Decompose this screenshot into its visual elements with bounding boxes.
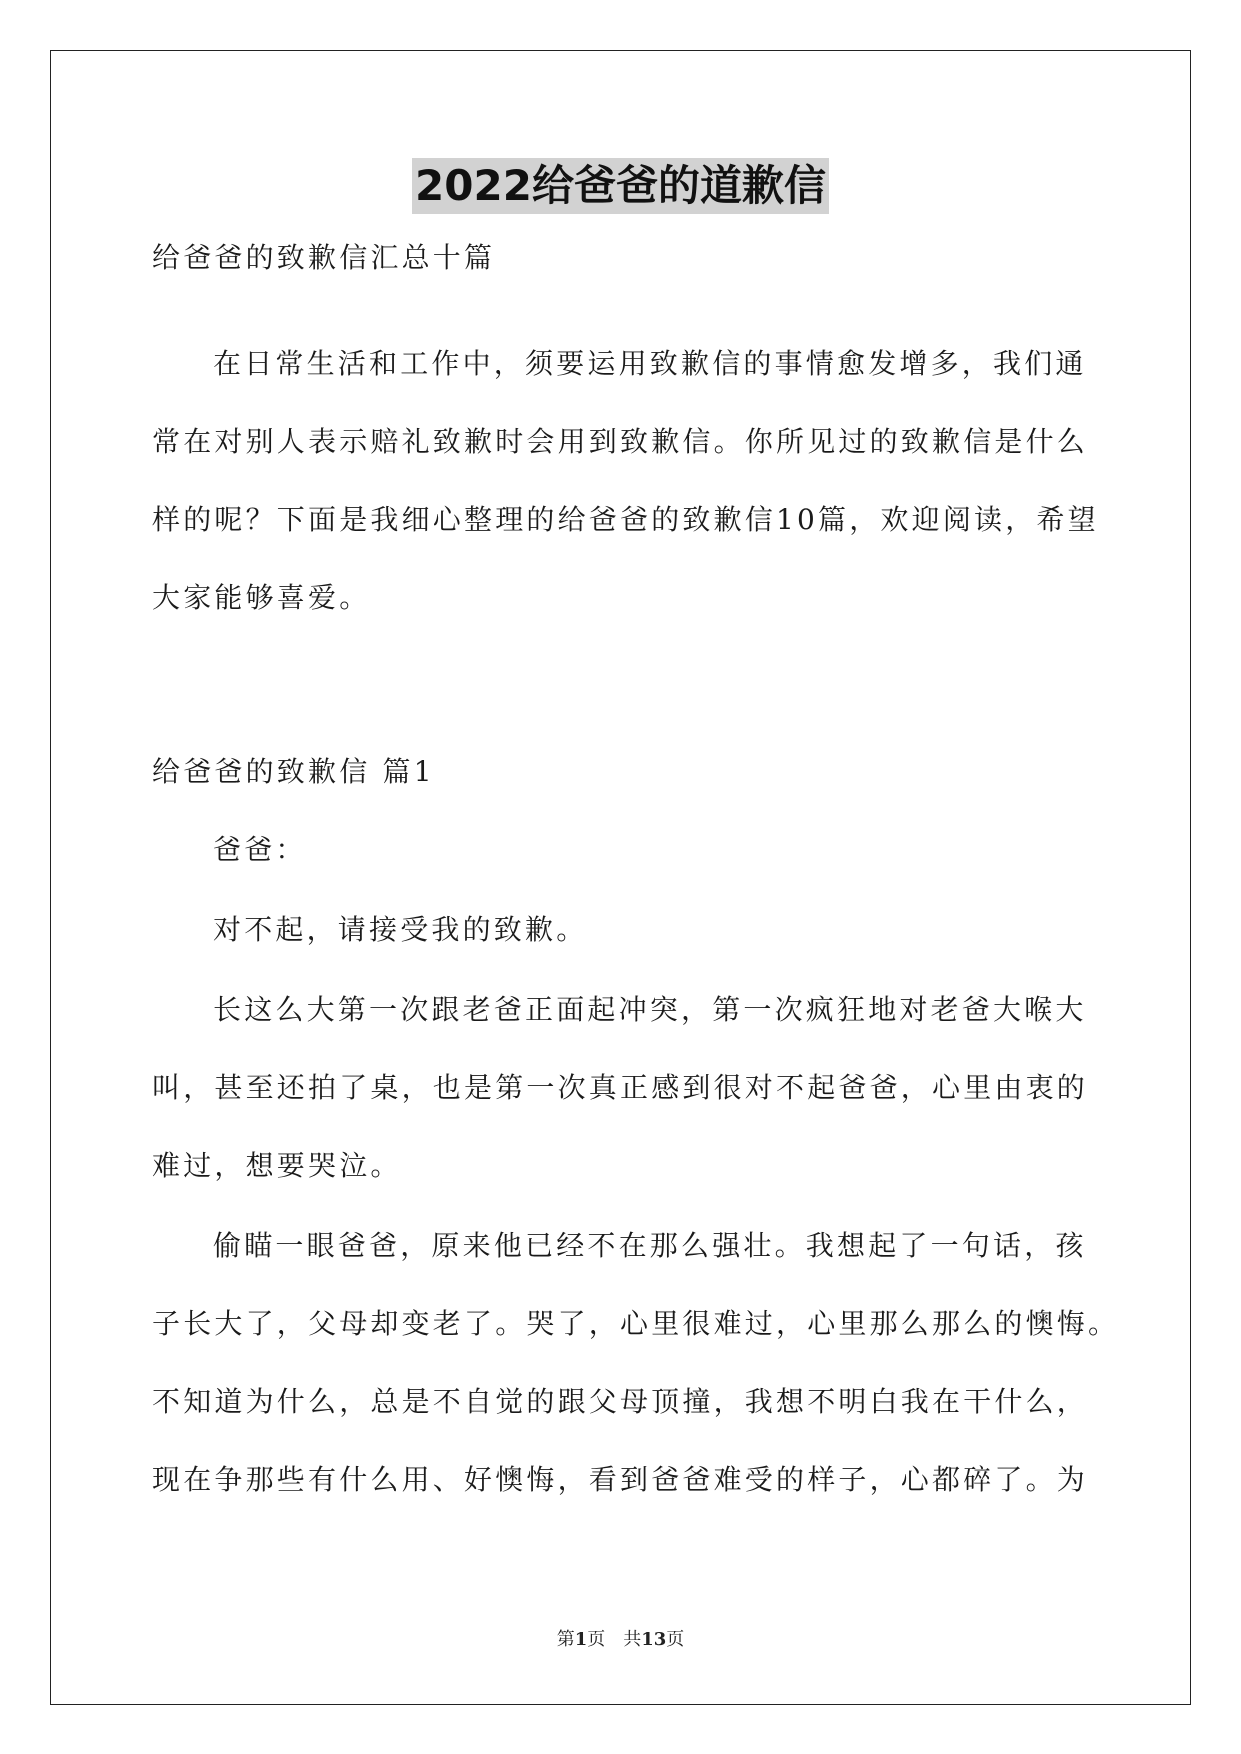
footer-prefix: 第 <box>556 1629 575 1650</box>
footer-mid: 页 共 <box>587 1629 642 1650</box>
footer-suffix: 页 <box>666 1629 685 1650</box>
intro-line-2: 常在对别人表示赔礼致歉时会用到致歉信。你所见过的致歉信是什么 <box>152 425 1089 458</box>
intro-line-1: 在日常生活和工作中，须要运用致歉信的事情愈发增多，我们通 <box>213 347 1087 380</box>
body-line-2: 长这么大第一次跟老爸正面起冲突，第一次疯狂地对老爸大喉大 <box>213 993 1087 1026</box>
title-container <box>0 158 1241 214</box>
page-footer <box>0 1628 1241 1652</box>
section-heading: 给爸爸的致歉信 篇1 <box>152 755 435 788</box>
body-line-1: 对不起，请接受我的致歉。 <box>213 913 588 946</box>
body-line-6: 子长大了，父母却变老了。哭了，心里很难过，心里那么那么的懊悔。 <box>152 1307 1120 1340</box>
body-line-3: 叫，甚至还拍了桌，也是第一次真正感到很对不起爸爸，心里由衷的 <box>152 1071 1089 1104</box>
page-border <box>50 50 1191 1705</box>
body-line-7: 不知道为什么，总是不自觉的跟父母顶撞，我想不明白我在干什么， <box>152 1385 1089 1418</box>
footer-total-pages: 13 <box>641 1629 667 1650</box>
subtitle: 给爸爸的致歉信汇总十篇 <box>152 241 496 274</box>
body-line-4: 难过，想要哭泣。 <box>152 1149 402 1182</box>
document-title: 2022给爸爸的道歉信 <box>412 158 829 214</box>
intro-line-4: 大家能够喜爱。 <box>152 581 371 614</box>
body-line-8: 现在争那些有什么用、好懊悔，看到爸爸难受的样子，心都碎了。为 <box>152 1463 1089 1496</box>
salutation: 爸爸： <box>213 833 307 866</box>
intro-line-3: 样的呢？下面是我细心整理的给爸爸的致歉信10篇，欢迎阅读，希望 <box>152 503 1099 536</box>
footer-page-number: 1 <box>574 1629 588 1650</box>
body-line-5: 偷瞄一眼爸爸，原来他已经不在那么强壮。我想起了一句话，孩 <box>213 1229 1087 1262</box>
